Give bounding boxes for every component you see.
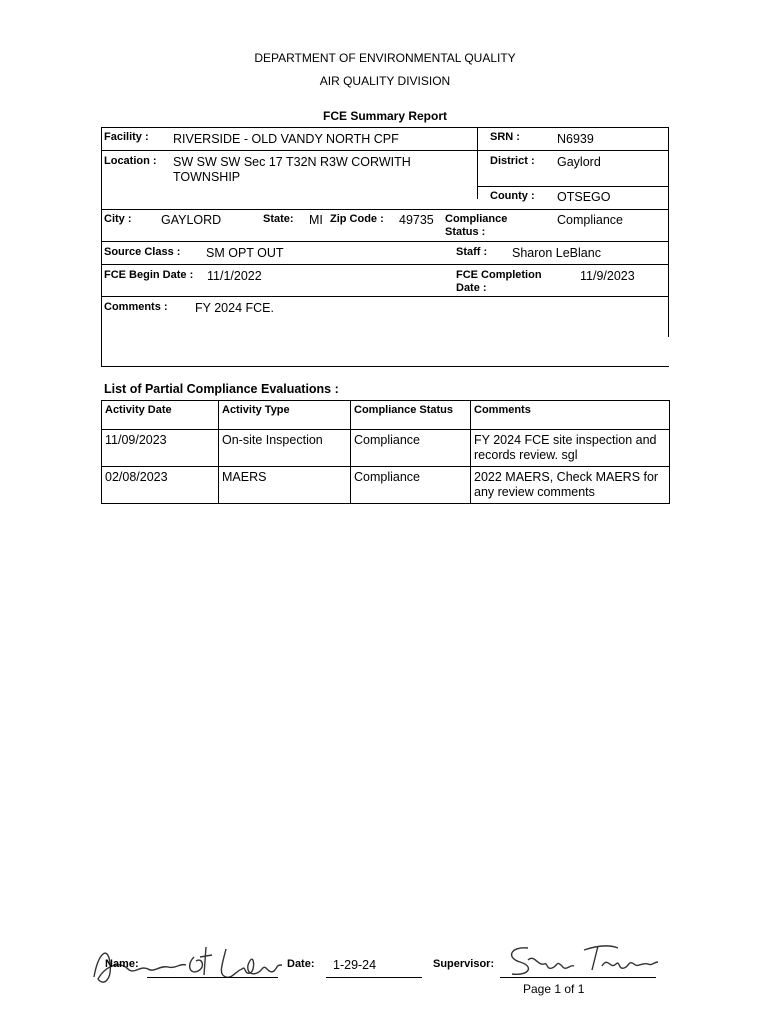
cell-activity-type: MAERS xyxy=(219,467,351,504)
cell-compliance-status: Compliance xyxy=(351,430,471,467)
form-left-border xyxy=(101,127,102,367)
pce-table xyxy=(101,400,670,504)
srn-value: N6939 xyxy=(557,132,594,146)
department-heading: DEPARTMENT OF ENVIRONMENTAL QUALITY xyxy=(254,51,516,65)
cell-activity-date: 11/09/2023 xyxy=(102,430,219,467)
fce-completion-value: 11/9/2023 xyxy=(580,269,635,283)
comments-value: FY 2024 FCE. xyxy=(195,301,274,315)
column-header-compliance-status: Compliance Status xyxy=(351,401,471,430)
facility-value: RIVERSIDE - OLD VANDY NORTH CPF xyxy=(173,132,399,146)
row-divider xyxy=(101,264,669,265)
row-divider xyxy=(101,296,669,297)
name-signature-line xyxy=(147,977,278,978)
county-value: OTSEGO xyxy=(557,190,611,204)
column-header-activity-type: Activity Type xyxy=(219,401,351,430)
date-line xyxy=(326,977,422,978)
table-row xyxy=(102,430,670,467)
name-label: Name: xyxy=(105,958,139,970)
cell-activity-date: 02/08/2023 xyxy=(102,467,219,504)
column-header-activity-date: Activity Date xyxy=(102,401,219,430)
county-label: County : xyxy=(490,190,535,202)
srn-divider xyxy=(477,127,478,199)
source-class-label: Source Class : xyxy=(104,246,181,258)
cell-compliance-status: Compliance xyxy=(351,467,471,504)
facility-label: Facility : xyxy=(104,131,149,143)
city-value: GAYLORD xyxy=(161,213,222,227)
city-label: City : xyxy=(104,213,132,225)
district-label: District : xyxy=(490,155,535,167)
cell-activity-type: On-site Inspection xyxy=(219,430,351,467)
zip-label: Zip Code : xyxy=(330,213,384,225)
table-row xyxy=(102,467,670,504)
form-top-border xyxy=(101,127,669,128)
pce-header-row xyxy=(102,401,670,430)
date-value: 1-29-24 xyxy=(333,958,377,972)
cell-comments: FY 2024 FCE site inspection and records review. sgl xyxy=(471,430,670,467)
column-header-comments: Comments xyxy=(471,401,670,430)
supervisor-label: Supervisor: xyxy=(433,958,495,970)
report-title: FCE Summary Report xyxy=(322,109,448,123)
compliance-status-label: Compliance Status : xyxy=(445,213,508,238)
row-divider xyxy=(101,241,669,242)
division-heading: AIR QUALITY DIVISION xyxy=(319,74,451,88)
zip-value: 49735 xyxy=(399,213,434,227)
pce-section-title: List of Partial Compliance Evaluations : xyxy=(104,382,339,396)
form-bottom-border xyxy=(101,366,669,367)
fce-begin-value: 11/1/2022 xyxy=(207,269,262,283)
staff-value: Sharon LeBlanc xyxy=(512,246,601,260)
fce-begin-label: FCE Begin Date : xyxy=(104,269,194,281)
row-divider xyxy=(101,209,669,210)
district-value: Gaylord xyxy=(557,155,601,169)
fce-completion-label: FCE Completion Date : xyxy=(456,269,542,294)
state-value: MI xyxy=(309,213,323,227)
cell-comments: 2022 MAERS, Check MAERS for any review comments xyxy=(471,467,670,504)
page-number: Page 1 of 1 xyxy=(523,982,585,996)
staff-label: Staff : xyxy=(456,246,488,258)
compliance-status-value: Compliance xyxy=(557,213,624,227)
srn-label: SRN : xyxy=(490,131,520,143)
date-label: Date: xyxy=(287,958,315,970)
county-divider xyxy=(477,186,668,187)
supervisor-signature-line xyxy=(500,977,656,978)
location-label: Location : xyxy=(104,155,157,167)
source-class-value: SM OPT OUT xyxy=(206,246,284,260)
comments-label: Comments : xyxy=(104,301,168,313)
state-label: State: xyxy=(263,213,294,225)
location-value: SW SW SW Sec 17 T32N R3W CORWITH TOWNSHIP xyxy=(173,155,411,184)
row-divider xyxy=(101,150,669,151)
form-right-border xyxy=(668,127,669,337)
supervisor-signature xyxy=(500,936,660,980)
